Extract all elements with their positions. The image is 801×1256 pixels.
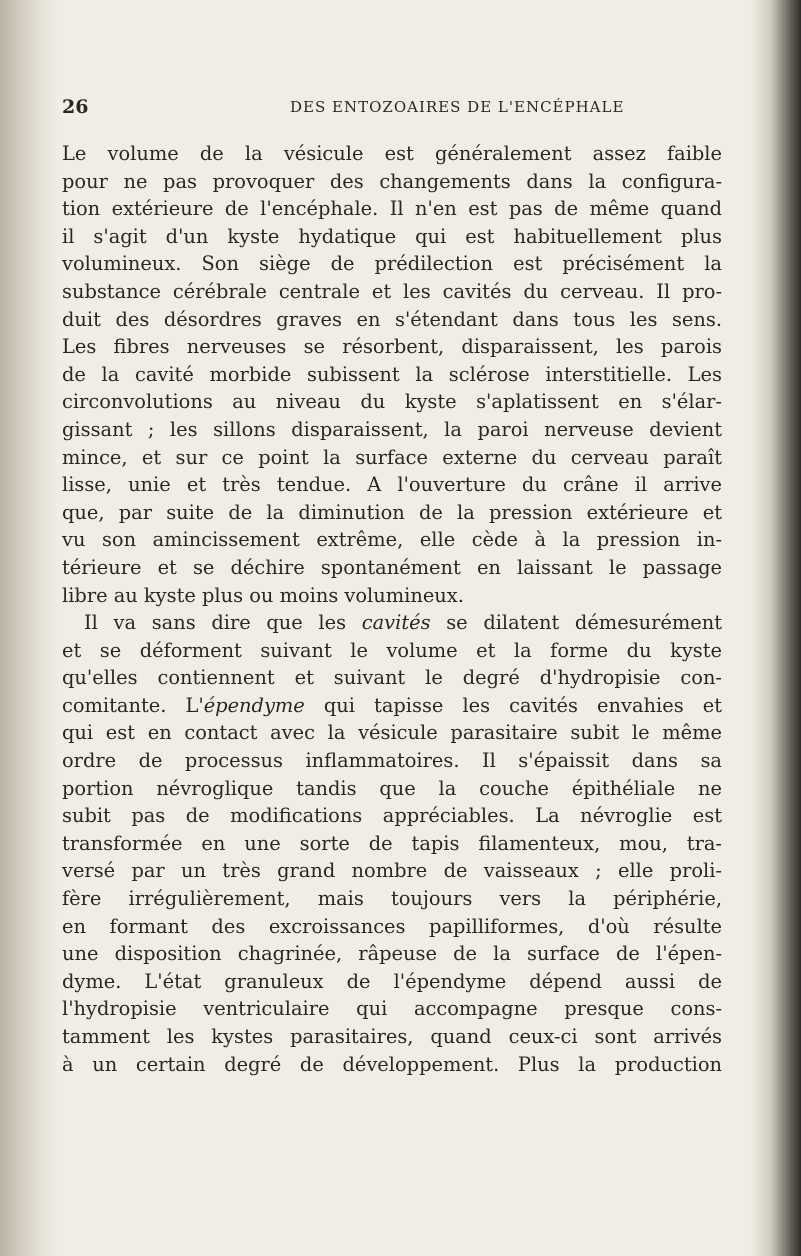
text-line: et se déforment suivant le volume et la forme du kyste	[62, 638, 722, 662]
text-line: portion névroglique tandis que la couche épithéliale ne	[62, 776, 722, 800]
text-line: dyme. L'état granuleux de l'épendyme dépend aussi de	[62, 969, 722, 993]
text-line: de la cavité morbide subissent la sclérose interstitielle. Les	[62, 362, 722, 386]
text-line: transformée en une sorte de tapis filamenteux, mou, tra-	[62, 831, 722, 855]
text-line: l'hydropisie ventriculaire qui accompagne presque cons-	[62, 997, 722, 1021]
text-line: libre au kyste plus ou moins volumineux.	[62, 583, 464, 607]
body-text	[62, 140, 722, 1078]
text-line: gissant ; les sillons disparaissent, la paroi nerveuse devient	[62, 417, 722, 441]
text-line: une disposition chagrinée, râpeuse de la surface de l'épen-	[62, 942, 722, 966]
text-fragment: se dilatent démesurément	[430, 611, 722, 635]
text-line: Les fibres nerveuses se résorbent, disparaissent, les parois	[62, 335, 722, 359]
text-line: que, par suite de la diminution de la pression extérieure et	[62, 500, 722, 524]
text-line: Le volume de la vésicule est généralement assez faible	[62, 142, 722, 165]
text-line: mince, et sur ce point la surface externe du cerveau paraît	[62, 445, 722, 469]
text-line: vu son amincissement extrême, elle cède à la pression in-	[62, 528, 722, 552]
book-gutter-shadow	[751, 0, 801, 1256]
page-number: 26	[62, 96, 89, 118]
text-line: il s'agit d'un kyste hydatique qui est habituellement plus	[62, 224, 722, 248]
text-line: pour ne pas provoquer des changements dans la configura-	[62, 169, 722, 193]
page-header	[62, 96, 712, 126]
text-line: tamment les kystes parasitaires, quand ceux-ci sont arrivés	[62, 1025, 722, 1048]
italic-term-cavites: cavités	[361, 611, 431, 635]
text-line: substance cérébrale centrale et les cavités du cerveau. Il pro-	[62, 279, 722, 303]
text-line: en formant des excroissances papilliformes, d'où résulte	[62, 914, 722, 938]
text-line: à un certain degré de développement. Plus la production	[62, 1052, 722, 1076]
italic-term-ependyme: épendyme	[203, 693, 305, 717]
paragraph-1	[62, 140, 722, 609]
text-line: qu'elles contiennent et suivant le degré d'hydropisie con-	[62, 666, 722, 690]
text-line: duit des désordres graves en s'étendant dans tous les sens.	[62, 307, 722, 331]
text-line: qui est en contact avec la vésicule parasitaire subit le même	[62, 721, 722, 745]
text-fragment: Il va sans dire que les	[84, 611, 362, 635]
paragraph-2	[62, 609, 722, 1078]
text-line: circonvolutions au niveau du kyste s'aplatissent en s'élar-	[62, 390, 722, 414]
text-line: ordre de processus inflammatoires. Il s'épaissit dans sa	[62, 749, 722, 773]
text-line: lisse, unie et très tendue. A l'ouverture du crâne il arrive	[62, 473, 722, 497]
text-fragment: comitante. L'	[62, 693, 204, 717]
text-line: térieure et se déchire spontanément en laissant le passage	[62, 555, 722, 579]
running-head: DES ENTOZOAIRES DE L'ENCÉPHALE	[290, 98, 625, 116]
text-line: fère irrégulièrement, mais toujours vers la périphérie,	[62, 887, 722, 911]
text-line: versé par un très grand nombre de vaisseaux ; elle proli-	[62, 859, 722, 883]
text-fragment: qui tapisse les cavités envahies et	[304, 693, 722, 717]
text-line: subit pas de modifications appréciables. La névroglie est	[62, 804, 722, 828]
text-line	[62, 609, 722, 637]
text-line: tion extérieure de l'encéphale. Il n'en est pas de même quand	[62, 197, 722, 221]
scan-left-shadow	[0, 0, 58, 1256]
text-line	[62, 692, 722, 720]
text-line: volumineux. Son siège de prédilection est précisément la	[62, 252, 722, 276]
